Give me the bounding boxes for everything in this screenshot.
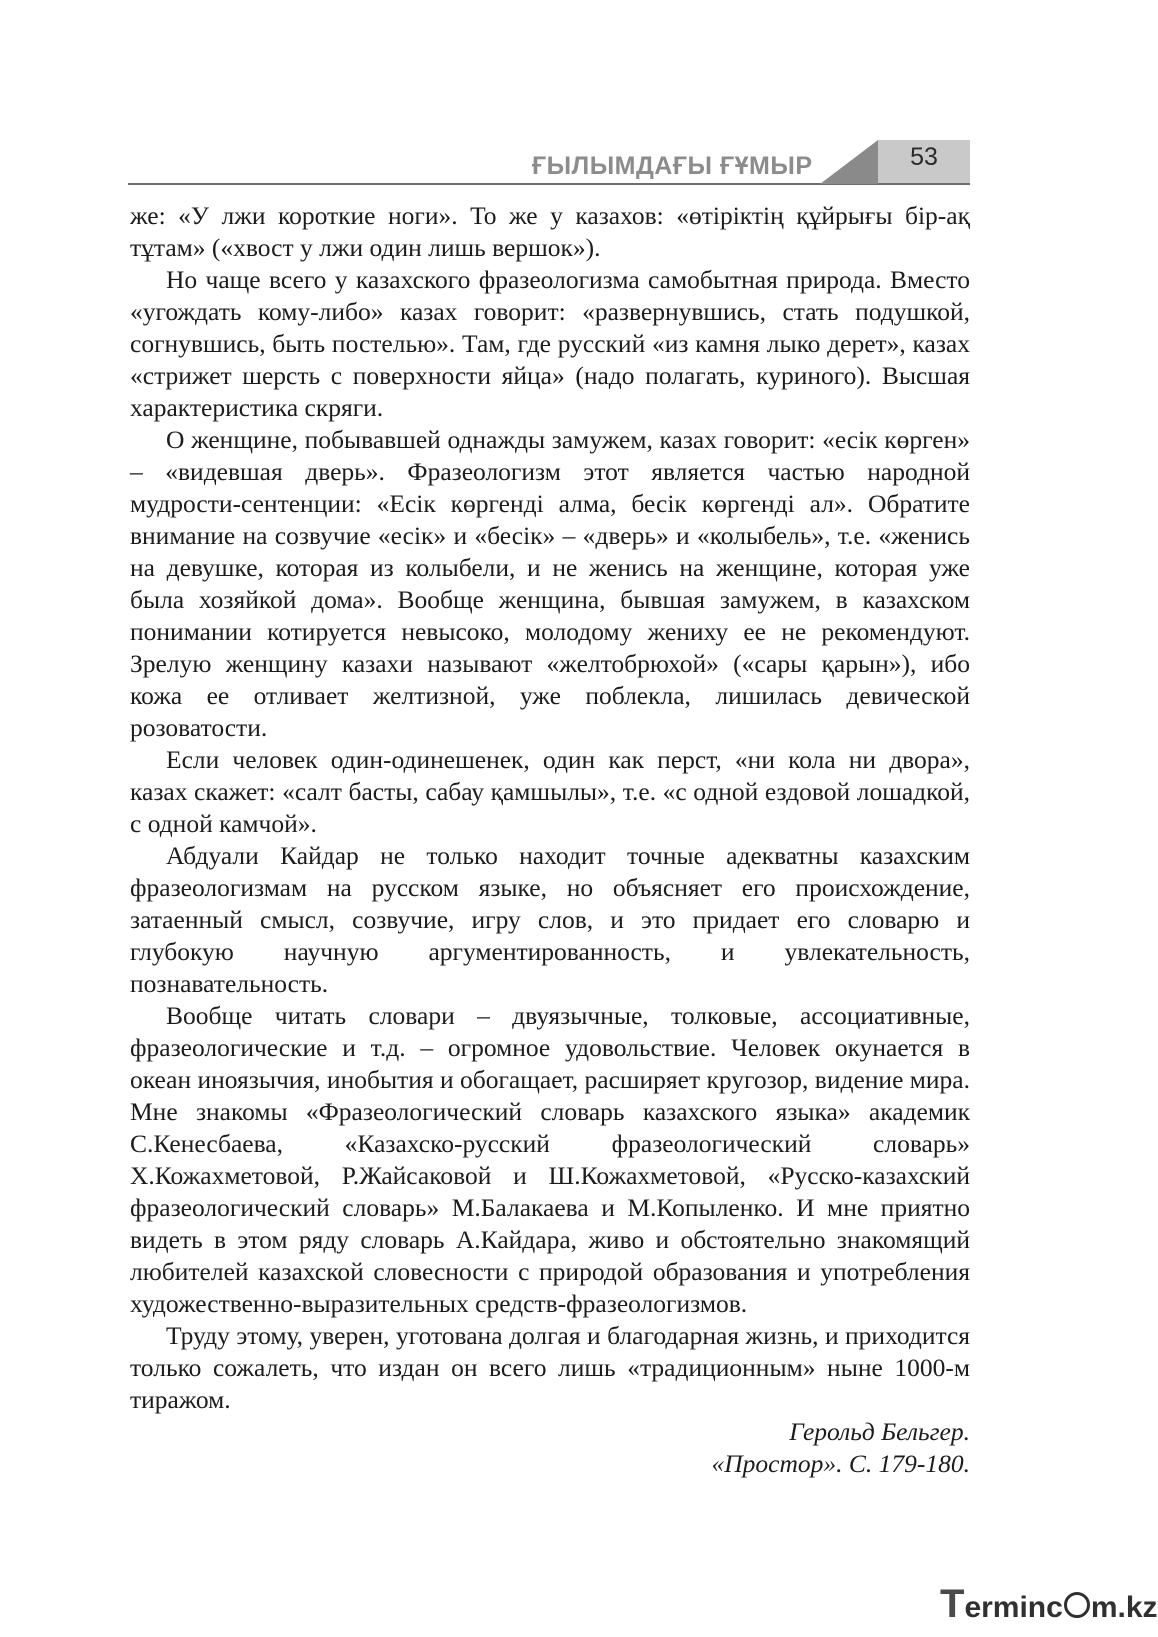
signature-source: «Простор». С. 179-180. [711, 1449, 970, 1478]
signature-author: Герольд Бельгер. [789, 1417, 970, 1446]
paragraph: Абдуали Кайдар не только находит точные адекватны казахским фразеологизмам на русском языке, но объясняет его происхождение, затаенный смысл, созвучие, игру слов, и это придает его словарю и глубокую научную аргументированность, и увлекательность, познавательность. [130, 841, 970, 998]
paragraph: Труду этому, уверен, уготована долгая и благодарная жизнь, и приходится только сожалеть, что издан он всего лишь «традиционным» ныне 1000-м тиражом. [130, 1321, 970, 1414]
paragraph: же: «У лжи короткие ноги». То же у казахов: «өтіріктің құйрығы бір-ақ тұтам» («хвост у лжи один лишь вершок»). [130, 201, 970, 262]
paragraph: Вообще читать словари – двуязычные, толковые, ассоциативные, фразеологические и т.д. – огромное удовольствие. Человек окунается в океан иноязычия, инобытия и обогащает, расширяет кругозор, видение мира. Мне знакомы «Фразеологический словарь казахского языка» академик С.Кенесбаева, «Казахско-русский фразеологический словарь» Х.Кожахметовой, Р.Жайсаковой и Ш.Кожахметовой, «Русско-казахский фразеологический словарь» М.Балакаева и М.Копыленко. И мне приятно видеть в этом ряду словарь А.Кайдара, живо и обстоятельно знакомящий любителей казахской словесности с природой образования и употребления художественно-выразительных средств-фразеологизмов. [130, 1001, 970, 1318]
magnifier-icon [1064, 1592, 1090, 1618]
paragraph: О женщине, побывавшей однажды замужем, казах говорит: «есік көрген» – «видевшая дверь». Фразеологизм этот является частью народной мудрости-сентенции: «Есік көргенді алма, бесік көргенді ал». Обратите внимание на созвучие «есік» и «бесік» – «дверь» и «колыбель», т.е. «женись на девушке, которая из колыбели, и не женись на женщине, которая уже была хозяйкой дома». Вообще женщина, бывшая замужем, в казахском понимании котируется невысоко, молодому жениху ее не рекомендуют. Зрелую женщину казахи называют «желтобрюхой» («сары қарын»), ибо кожа ее отливает желтизной, уже поблекла, лишилась девической розоватости. [130, 425, 970, 742]
page-number: 53 [910, 143, 938, 171]
paragraph: Если человек один-одинешенек, один как перст, «ни кола ни двора», казах скажет: «салт басты, сабау қамшылы», т.е. «с одной ездовой лошадкой, с одной камчой». [130, 745, 970, 838]
site-watermark: Terminc m.kz [940, 1582, 1158, 1626]
running-header-title: ҒЫЛЫМДАҒЫ ҒҰМЫР [532, 152, 813, 180]
paragraph: Но чаще всего у казахского фразеологизма самобытная природа. Вместо «угождать кому-либо» казах говорит: «развернувшись, стать подушкой, согнувшись, быть постелью». Там, где русский «из камня лыко дерет», казах «стрижет шерсть с поверхности яйца» (надо полагать, куриного). Высшая характеристика скряги. [130, 265, 970, 422]
header-decoration [820, 140, 880, 184]
article-body [130, 200, 970, 1480]
